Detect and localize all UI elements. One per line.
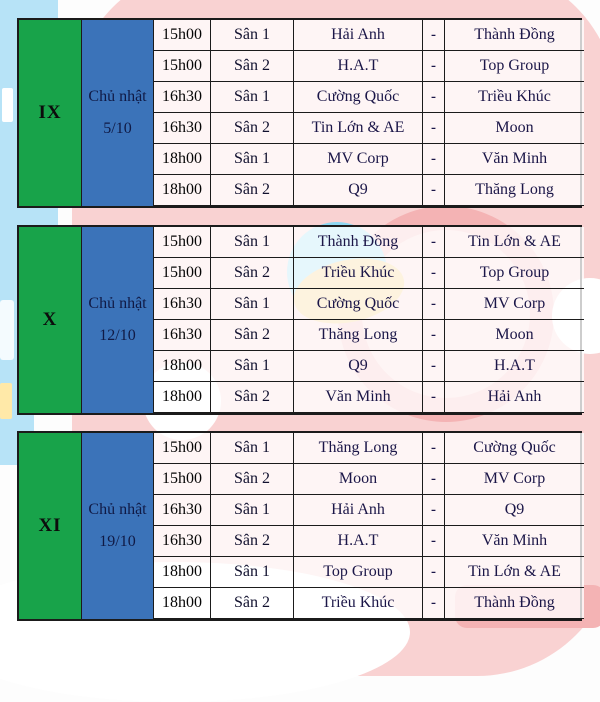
round-day-label: Chủ nhật [88,501,147,518]
match-venue: Sân 1 [211,433,294,464]
match-venue: Sân 2 [211,464,294,495]
home-team: Văn Minh [294,382,423,413]
score-separator: - [423,20,445,51]
round-date-cell [82,20,154,206]
match-venue: Sân 2 [211,588,294,619]
away-team: H.A.T [445,351,584,382]
score-separator: - [423,433,445,464]
round-number-cell: IX [19,20,82,206]
away-team: Cường Quốc [445,433,584,464]
score-separator: - [423,495,445,526]
home-team: Triều Khúc [294,258,423,289]
round-date-cell [82,433,154,619]
round-grid [17,225,582,415]
round-block [17,18,582,208]
match-time: 18h00 [154,175,211,206]
score-separator: - [423,51,445,82]
match-time: 18h00 [154,557,211,588]
home-team: Cường Quốc [294,289,423,320]
score-separator: - [423,557,445,588]
score-separator: - [423,289,445,320]
match-time: 16h30 [154,320,211,351]
round-block [17,431,582,621]
away-team: Thăng Long [445,175,584,206]
away-team: Triều Khúc [445,82,584,113]
away-team: Top Group [445,51,584,82]
match-time: 15h00 [154,433,211,464]
away-team: MV Corp [445,289,584,320]
score-separator: - [423,82,445,113]
home-team: Hải Anh [294,20,423,51]
score-separator: - [423,175,445,206]
home-team: Moon [294,464,423,495]
round-day-label: Chủ nhật [88,88,147,105]
match-time: 16h30 [154,495,211,526]
home-team: Triều Khúc [294,588,423,619]
match-venue: Sân 2 [211,382,294,413]
match-venue: Sân 1 [211,351,294,382]
home-team: MV Corp [294,144,423,175]
home-team: Thăng Long [294,433,423,464]
away-team: Tin Lớn & AE [445,557,584,588]
home-team: Thành Đồng [294,227,423,258]
match-venue: Sân 2 [211,113,294,144]
round-date-label: 12/10 [99,327,136,344]
match-time: 16h30 [154,113,211,144]
match-venue: Sân 1 [211,144,294,175]
match-time: 18h00 [154,382,211,413]
away-team: Văn Minh [445,144,584,175]
round-number-cell: X [19,227,82,413]
away-team: Q9 [445,495,584,526]
away-team: Top Group [445,258,584,289]
round-date-label: 19/10 [99,533,136,550]
watermark-letter-shape [2,88,13,122]
match-venue: Sân 1 [211,82,294,113]
match-venue: Sân 2 [211,258,294,289]
round-date-label: 5/10 [103,120,132,137]
away-team: Moon [445,113,584,144]
score-separator: - [423,113,445,144]
score-separator: - [423,258,445,289]
home-team: H.A.T [294,526,423,557]
home-team: Q9 [294,351,423,382]
score-separator: - [423,227,445,258]
match-time: 16h30 [154,82,211,113]
round-grid [17,431,582,621]
score-separator: - [423,464,445,495]
match-venue: Sân 2 [211,320,294,351]
match-venue: Sân 1 [211,495,294,526]
round-grid [17,18,582,208]
home-team: H.A.T [294,51,423,82]
home-team: Thăng Long [294,320,423,351]
match-time: 18h00 [154,144,211,175]
match-venue: Sân 2 [211,526,294,557]
watermark-letter-shape [0,300,14,360]
match-time: 15h00 [154,464,211,495]
match-time: 16h30 [154,526,211,557]
round-day-label: Chủ nhật [88,295,147,312]
away-team: Thành Đồng [445,588,584,619]
home-team: Q9 [294,175,423,206]
match-venue: Sân 1 [211,20,294,51]
score-separator: - [423,320,445,351]
score-separator: - [423,382,445,413]
match-time: 15h00 [154,258,211,289]
home-team: Hải Anh [294,495,423,526]
match-venue: Sân 1 [211,227,294,258]
score-separator: - [423,144,445,175]
away-team: Tin Lớn & AE [445,227,584,258]
round-block [17,225,582,415]
match-venue: Sân 1 [211,289,294,320]
away-team: MV Corp [445,464,584,495]
home-team: Cường Quốc [294,82,423,113]
match-time: 15h00 [154,51,211,82]
round-date-cell [82,227,154,413]
match-time: 15h00 [154,227,211,258]
away-team: Thành Đồng [445,20,584,51]
away-team: Hải Anh [445,382,584,413]
match-time: 16h30 [154,289,211,320]
match-venue: Sân 2 [211,175,294,206]
match-time: 18h00 [154,588,211,619]
watermark-yellow-shape [0,383,12,419]
score-separator: - [423,588,445,619]
round-number-cell: XI [19,433,82,619]
match-venue: Sân 1 [211,557,294,588]
away-team: Văn Minh [445,526,584,557]
score-separator: - [423,526,445,557]
home-team: Tin Lớn & AE [294,113,423,144]
away-team: Moon [445,320,584,351]
match-time: 15h00 [154,20,211,51]
match-time: 18h00 [154,351,211,382]
match-venue: Sân 2 [211,51,294,82]
home-team: Top Group [294,557,423,588]
score-separator: - [423,351,445,382]
